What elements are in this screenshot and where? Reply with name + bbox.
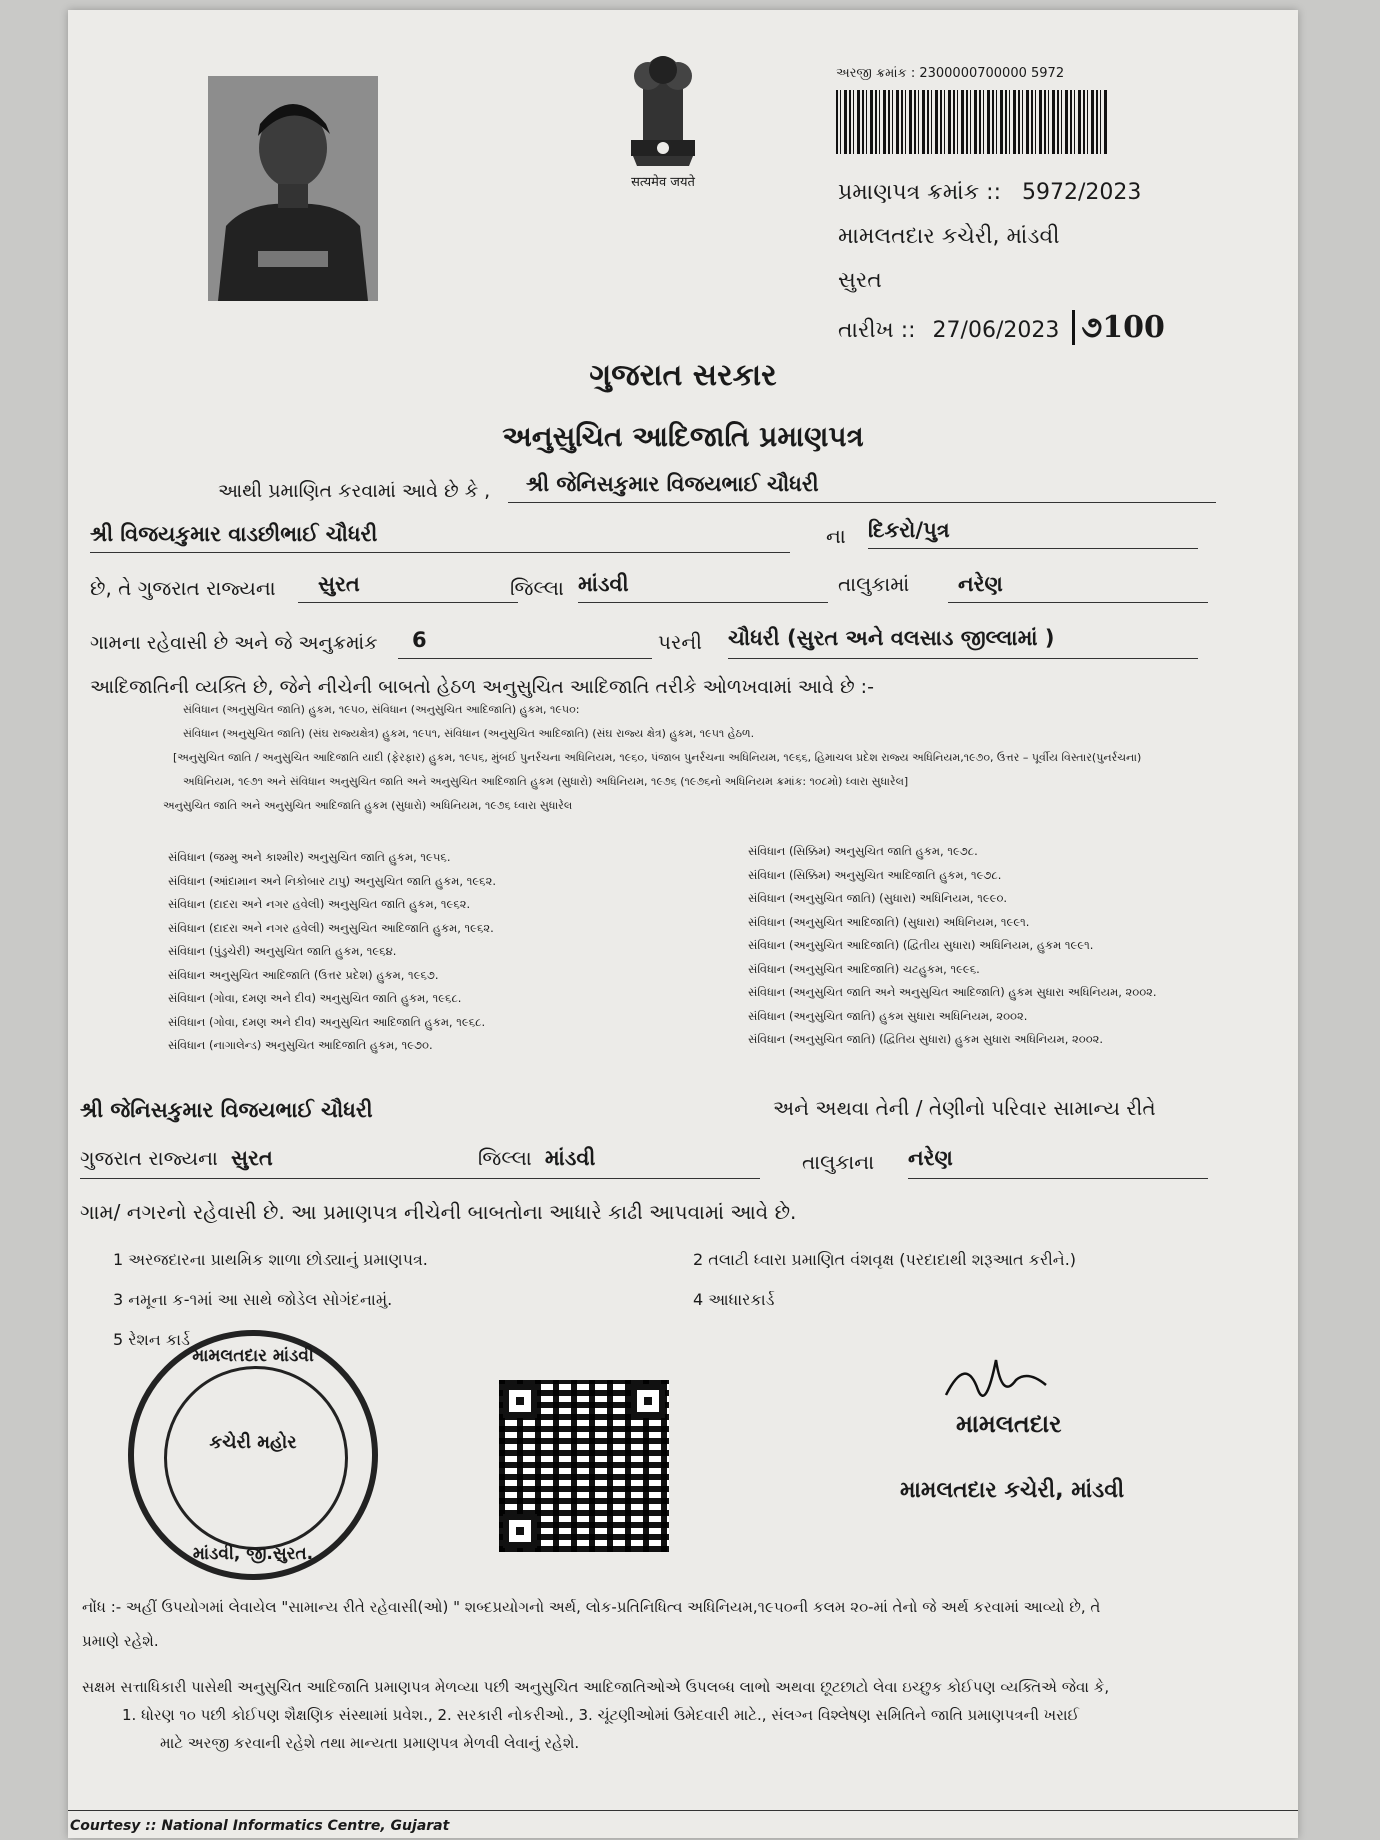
district-label: જિલ્લા [510, 576, 564, 600]
of-text: ના [826, 524, 846, 548]
office-name: મામલતદાર કચેરી, માંડવી [838, 224, 1060, 249]
note-purposes: 1. ધોરણ ૧૦ પછી કોઈપણ શૈક્ષણિક સંસ્થામાં પ્રવેશ., 2. સરકારી નોકરીઓ., 3. ચૂંટણીઓમાં ઉમેદવારી માટે., સંલગ્ન વિશ્લેષણ સમિતિને જાતિ પ્રમાણપત્રની ખરાઈ [122, 1706, 1080, 1724]
legal-line: સંવિધાન (અનુસુચિત આદિજાતિ) (દ્વિતીય સુધારા) અધિનિયમ, હુકમ ૧૯૯૧. [748, 938, 1094, 952]
application-number: અરજી ક્રમાંક : 2300000700000 5972 [836, 66, 1065, 81]
taluka-label: તાલુકામાં [838, 572, 910, 596]
residence-taluka: માંડવી [544, 1146, 596, 1170]
of-caste-text: પરની [658, 630, 702, 654]
taluka-value: માંડવી [578, 572, 828, 603]
residence-district: સુરત [230, 1146, 273, 1170]
basis-text: ગામ/ નગરનો રહેવાસી છે. આ પ્રમાણપત્ર નીચેની બાબતોના આધારે કાઢી આપવામાં આવે છે. [80, 1200, 797, 1224]
courtesy-footer: Courtesy :: National Informatics Centre, Gujarat [70, 1818, 450, 1834]
state-text: છે, તે ગુજરાત રાજ્યના [90, 576, 276, 600]
legal-line: સંવિધાન (પુંડુચેરી) અનુસુચિત જાતિ હુકમ, ૧૯૬૪. [168, 944, 397, 958]
legal-line: અધિનિયમ, ૧૯૭૧ અને સંવિધાન અનુસુચિત જાતિ અને અનુસુચિત આદિજાતિ હુકમ (સુધારો) અધિનિયમ, ૧૯૭૬ (૧૯૭૬નો અધિનિયમ ક્રમાંક: ૧૦૮મો) ધ્વારા સુધારેલ] [183, 775, 909, 788]
official-seal: મામલતદાર માંડવી કચેરી મહોર માંડવી, જી.સુરત. [128, 1330, 378, 1580]
legal-line: સંવિધાન (અનુસુચિત જાતિ) (સંઘ રાજ્યક્ષેત્ર) હુકમ, ૧૯૫૧, સંવિધાન (અનુસુચિત આદિજાતિ) (સંઘ રાજ્ય ક્ષેત્ર) હુકમ, ૧૯૫૧ હેઠળ. [183, 727, 755, 740]
certificate-number: 5972/2023 [1022, 180, 1142, 205]
barcode [836, 90, 1108, 154]
document-item: 5 રેશન કાર્ડ [113, 1330, 190, 1349]
handwritten-reference: ૭100 [1072, 310, 1164, 345]
residence-taluka-label: તાલુકાના [802, 1150, 875, 1174]
legal-line: સંવિધાન (આંદામાન અને નિકોબાર ટાપુ) અનુસુચિત જાતિ હુકમ, ૧૯૬૨. [168, 873, 497, 888]
residence-state-line: ગુજરાત રાજ્યના સુરત જિલ્લા માંડવી [80, 1146, 760, 1179]
legal-line: સંવિધાન (જમ્મુ અને કાશ્મીર) અનુસુચિત જાતિ હુકમ, ૧૯૫૬. [168, 850, 451, 864]
office-city: સુરત [838, 268, 882, 293]
note-benefits: સક્ષમ સત્તાધિકારી પાસેથી અનુસુચિત આદિજાતિ પ્રમાણપત્ર મેળવ્યા પછી અનુસુચિત આદિજાતિઓએ ઉપલબ્ધ લાભો અથવા છૂટછાટો લેવા ઇચ્છુક કોઈપણ વ્યક્તિએ જેવા કે, [82, 1678, 1110, 1696]
caste-name: ચૌધરી (સુરત અને વલસાડ જીલ્લામાં ) [728, 626, 1198, 659]
legal-line: સંવિધાન (સિક્કિમ) અનુસુચિત જાતિ હુકમ, ૧૯૭૮. [748, 844, 978, 858]
legal-line: અનુસુચિત જાતિ અને અનુસુચિત આદિજાતિ હુકમ (સુધારો) અધિનિયમ, ૧૯૭૬ ધ્વારા સુધારેલ [163, 799, 573, 812]
legal-line: સંવિધાન (દાદરા અને નગર હવેલી) અનુસુચિત જાતિ હુકમ, ૧૯૬૨. [168, 897, 471, 911]
legal-line: સંવિધાન (અનુસુચિત આદિજાતિ) ચટહુકમ, ૧૯૯૬. [748, 961, 980, 976]
residence-village: નરેણ [908, 1146, 1208, 1179]
legal-line: સંવિધાન (અનુસુચિત જાતિ) (દ્વિતિય સુધારા) હુકમ સુધારા અધિનિયમ, ૨૦૦૨. [748, 1032, 1104, 1046]
emblem-motto: सत्यमेव जयते [631, 175, 695, 190]
legal-line: સંવિધાન (અનુસુચિત જાતિ અને અનુસુચિત આદિજાતિ) હુકમ સુધારા અધિનિયમ, ૨૦૦૨. [748, 985, 1157, 999]
issue-date-row: તારીખ :: 27/06/2023 ૭100 [838, 310, 1165, 345]
legal-line: સંવિધાન (અનુસુચિત જાતિ) (સુધારા) અધિનિયમ, ૧૯૯૦. [748, 891, 1008, 905]
legal-line: સંવિધાન અનુસુચિત આદિજાતિ (ઉત્તર પ્રદેશ) હુકમ, ૧૯૬૭. [168, 967, 439, 982]
legal-line: સંવિધાન (ગોવા, દમણ અને દીવ) અનુસુચિત આદિજાતિ હુકમ, ૧૯૬૮. [168, 1014, 486, 1029]
certificate-title: અનુસુચિત આદિજાતિ પ્રમાણપત્ર [502, 420, 864, 453]
certificate-number-row: પ્રમાણપત્ર ક્રમાંક :: 5972/2023 [838, 180, 1142, 205]
relation: દિકરો/પુત્ર [868, 518, 1198, 549]
ashoka-lion-icon [613, 48, 713, 168]
applicant-photo [208, 76, 378, 301]
legal-line: સંવિધાન (અનુસુચિત જાતિ) હુકમ સુધારા અધિનિયમ, ૨૦૦૨. [748, 1008, 1028, 1023]
signatory-office: મામલતદાર કચેરી, માંડવી [900, 1478, 1125, 1503]
legal-line: [અનુસુચિત જાતિ / અનુસુચિત આદિજાતિ યાદી (ફેરફાર) હુકમ, ૧૯૫૬, મુંબઈ પુનર્રચના અધિનિયમ, ૧૯૬૦, પંજાબ પુનર્રચના અધિનિયમ, ૧૯૬૬, હિમાચલ પ્રદેશ રાજ્ય અધિનિયમ,૧૯૭૦, ઉત્તર – પૂર્વીય વિસ્તાર(પુનર્રચના) [173, 751, 1142, 764]
document-item: 3 નમૂના ક-૧માં આ સાથે જોડેલ સોગંદનામું. [113, 1290, 393, 1309]
qr-code [499, 1380, 669, 1552]
legal-references-top [163, 698, 1283, 818]
family-text: અને અથવા તેની / તેણીનો પરિવાર સામાન્ય રીતે [773, 1096, 1156, 1120]
father-name: શ્રી વિજયકુમાર વાડછીભાઈ ચૌધરી [90, 522, 790, 553]
legal-references-left [168, 846, 668, 1058]
note-residence: નોંધ :- અહીં ઉપયોગમાં લેવાયેલ "સામાન્ય રીતે રહેવાસી(ઓ) " શબ્દપ્રયોગનો અર્થ, લોક-પ્રતિનિધિત્વ અધિનિયમ,૧૯૫૦ની કલમ ૨૦-માં તેનો જે અર્થ કરવામાં આવ્યો છે, તે [82, 1598, 1101, 1616]
document-item: 2 તલાટી ધ્વારા પ્રમાણિત વંશવૃક્ષ (પરદાદાથી શરૂઆત કરીને.) [693, 1250, 1077, 1269]
note-validity: માટે અરજી કરવાની રહેશે તથા માન્યતા પ્રમાણપત્ર મેળવી લેવાનું રહેશે. [160, 1734, 580, 1752]
applicant-name: શ્રી જેનિસકુમાર વિજયભાઈ ચૌધરી [508, 472, 1216, 503]
legal-line: સંવિધાન (સિક્કિમ) અનુસુચિત આદિજાતિ હુકમ, ૧૯૭૮. [748, 867, 1002, 882]
legal-references-right [748, 840, 1288, 1052]
district-value: સુરત [298, 572, 518, 603]
legal-line: સંવિધાન (ગોવા, દમણ અને દીવ) અનુસુચિત જાતિ હુકમ, ૧૯૬૮. [168, 991, 462, 1005]
residence-name: શ્રી જેનિસકુમાર વિજયભાઈ ચૌધરી [80, 1098, 373, 1122]
issue-date: 27/06/2023 [932, 318, 1060, 343]
resident-text: ગામના રહેવાસી છે અને જે અનુક્રમાંક [90, 632, 378, 654]
signature-icon [936, 1350, 1056, 1410]
document-item: 4 આધારકાર્ડ [693, 1290, 775, 1309]
certificate-page [68, 10, 1298, 1838]
document-item: 1 અરજદારના પ્રાથમિક શાળા છોડ્યાનું પ્રમાણપત્ર. [113, 1250, 428, 1269]
legal-line: સંવિધાન (અનુસુચિત આદિજાતિ) (સુધારા) અધિનિયમ, ૧૯૯૧. [748, 914, 1030, 929]
legal-line: સંવિધાન (અનુસુચિત જાતિ) હુકમ, ૧૯૫૦, સંવિધાન (અનુસુચિત આદિજાતિ) હુકમ, ૧૯૫૦: [183, 703, 580, 716]
recognized-text: આદિજાતિની વ્યક્તિ છે, જેને નીચેની બાબતો હેઠળ અનુસુચિત આદિજાતિ તરીકે ઓળખવામાં આવે છે :- [90, 676, 874, 698]
legal-line: સંવિધાન (નાગાલેન્ડ) અનુસુચિત આદિજાતિ હુકમ, ૧૯૭૦. [168, 1038, 433, 1052]
legal-line: સંવિધાન (દાદરા અને નગર હવેલી) અનુસુચિત આદિજાતિ હુકમ, ૧૯૬૨. [168, 920, 494, 935]
serial-number: 6 [398, 628, 652, 659]
state-emblem [608, 48, 718, 198]
certify-text: આથી પ્રમાણિત કરવામાં આવે છે કે , [218, 480, 491, 502]
government-title: ગુજરાત સરકાર [589, 358, 777, 393]
village-value: નરેણ [948, 572, 1208, 603]
note-residence-cont: પ્રમાણે રહેશે. [82, 1632, 159, 1650]
signatory-designation: મામલતદાર [956, 1410, 1062, 1438]
